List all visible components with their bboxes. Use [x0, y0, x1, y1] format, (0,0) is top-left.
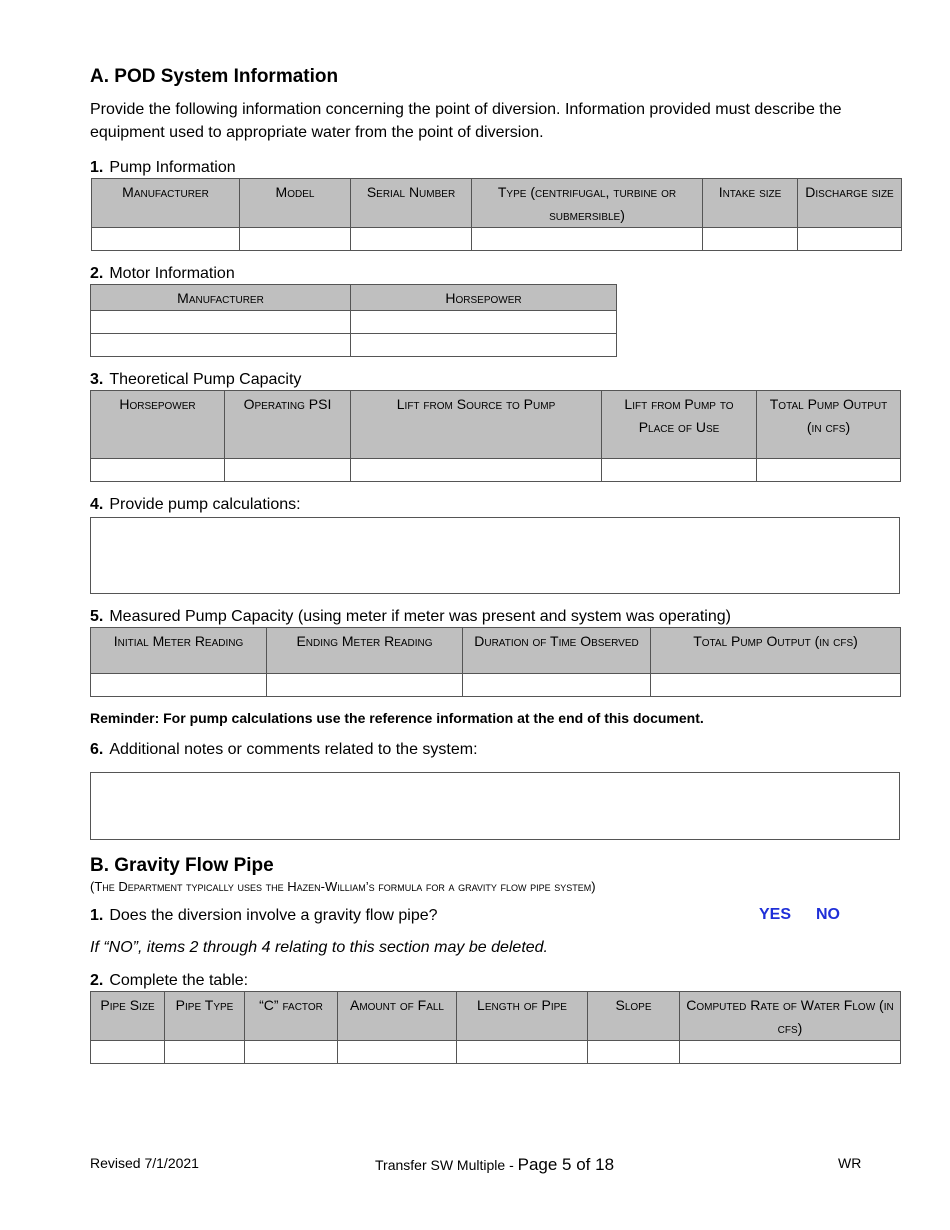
table-cell[interactable] — [680, 1041, 901, 1064]
table-row — [92, 228, 902, 251]
table-cell[interactable] — [92, 228, 240, 251]
table-cell[interactable] — [351, 228, 472, 251]
col-total-pump-output: Total Pump Output (in cfs) — [651, 628, 901, 674]
col-operating-psi: Operating PSI — [225, 391, 351, 459]
col-horsepower: Horsepower — [351, 285, 617, 311]
form-code: WR — [838, 1155, 862, 1171]
table-cell[interactable] — [798, 228, 902, 251]
q1-pump-information-label: 1. Pump Information — [90, 159, 236, 176]
no-option[interactable]: NO — [816, 906, 840, 923]
col-computed-rate: Computed Rate of Water Flow (in cfs) — [680, 992, 901, 1041]
table-cell[interactable] — [457, 1041, 588, 1064]
col-intake-size: Intake size — [703, 179, 798, 228]
section-b-heading: B. Gravity Flow Pipe — [90, 855, 274, 876]
col-lift-pump-to-place: Lift from Pump to Place of Use — [602, 391, 757, 459]
table-cell[interactable] — [91, 1041, 165, 1064]
col-total-pump-output: Total Pump Output (in cfs) — [757, 391, 901, 459]
gravity-flow-table — [90, 991, 901, 1064]
measured-capacity-table — [90, 627, 901, 697]
yes-option[interactable]: YES — [759, 906, 792, 923]
col-pipe-type: Pipe Type — [165, 992, 245, 1041]
col-manufacturer: Manufacturer — [91, 285, 351, 311]
reminder-note: Reminder: For pump calculations use the reference information at the end of this document. — [90, 710, 704, 726]
revised-date: Revised 7/1/2021 — [90, 1155, 199, 1171]
table-cell[interactable] — [240, 228, 351, 251]
table-cell[interactable] — [472, 228, 703, 251]
table-cell[interactable] — [602, 459, 757, 482]
col-initial-meter: Initial Meter Reading — [91, 628, 267, 674]
table-cell[interactable] — [703, 228, 798, 251]
table-cell[interactable] — [245, 1041, 338, 1064]
table-row — [91, 1041, 901, 1064]
table-row — [91, 334, 617, 357]
table-cell[interactable] — [463, 674, 651, 697]
pump-calculations-box[interactable] — [90, 517, 900, 594]
pump-information-table — [91, 178, 902, 251]
table-cell[interactable] — [351, 334, 617, 357]
table-row — [91, 674, 901, 697]
col-duration: Duration of Time Observed — [463, 628, 651, 674]
section-a-intro: Provide the following information concerning the point of diversion. Information provided must describe the equipment used to appropriate water from the point of diversion. — [90, 101, 842, 141]
table-cell[interactable] — [91, 459, 225, 482]
table-cell[interactable] — [351, 459, 602, 482]
q3-theoretical-capacity-label: 3. Theoretical Pump Capacity — [90, 371, 302, 388]
col-lift-source-to-pump: Lift from Source to Pump — [351, 391, 602, 459]
section-b-subtitle: (The Department typically uses the Hazen-William’s formula for a gravity flow pipe system) — [90, 879, 596, 894]
table-cell[interactable] — [588, 1041, 680, 1064]
table-cell[interactable] — [267, 674, 463, 697]
table-row — [91, 311, 617, 334]
table-cell[interactable] — [351, 311, 617, 334]
col-type: Type (centrifugal, turbine or submersible) — [472, 179, 703, 228]
col-horsepower: Horsepower — [91, 391, 225, 459]
col-length-of-pipe: Length of Pipe — [457, 992, 588, 1041]
q2-complete-table-label: 2. Complete the table: — [90, 972, 249, 989]
table-row — [91, 459, 901, 482]
q6-notes-label: 6. Additional notes or comments related to the system: — [90, 741, 478, 758]
col-serial-number: Serial Number — [351, 179, 472, 228]
section-a-heading: A. POD System Information — [90, 66, 339, 87]
motor-information-table — [90, 284, 617, 357]
deletion-note: If “NO”, items 2 through 4 relating to this section may be deleted. — [90, 939, 548, 956]
q4-pump-calculations-label: 4. Provide pump calculations: — [90, 496, 301, 513]
q1-gravity-question: 1. Does the diversion involve a gravity flow pipe? — [90, 907, 438, 924]
page-number: Page 5 of 18 — [517, 1155, 615, 1174]
table-cell[interactable] — [91, 311, 351, 334]
col-slope: Slope — [588, 992, 680, 1041]
col-amount-of-fall: Amount of Fall — [338, 992, 457, 1041]
q5-measured-capacity-label: 5. Measured Pump Capacity (using meter if meter was present and system was operating) — [90, 608, 731, 625]
page-content — [90, 66, 900, 1064]
document-title: Transfer SW Multiple - Page 5 of 18 — [375, 1155, 615, 1174]
col-model: Model — [240, 179, 351, 228]
col-manufacturer: Manufacturer — [92, 179, 240, 228]
table-cell[interactable] — [91, 334, 351, 357]
table-cell[interactable] — [651, 674, 901, 697]
col-pipe-size: Pipe Size — [91, 992, 165, 1041]
q1-gravity-row — [90, 906, 900, 928]
col-c-factor: “C” factor — [245, 992, 338, 1041]
table-cell[interactable] — [225, 459, 351, 482]
q2-motor-information-label: 2. Motor Information — [90, 265, 235, 282]
theoretical-capacity-table — [90, 390, 901, 482]
col-discharge-size: Discharge size — [798, 179, 902, 228]
notes-box[interactable] — [90, 772, 900, 840]
table-cell[interactable] — [338, 1041, 457, 1064]
table-cell[interactable] — [165, 1041, 245, 1064]
table-cell[interactable] — [757, 459, 901, 482]
table-cell[interactable] — [91, 674, 267, 697]
col-ending-meter: Ending Meter Reading — [267, 628, 463, 674]
